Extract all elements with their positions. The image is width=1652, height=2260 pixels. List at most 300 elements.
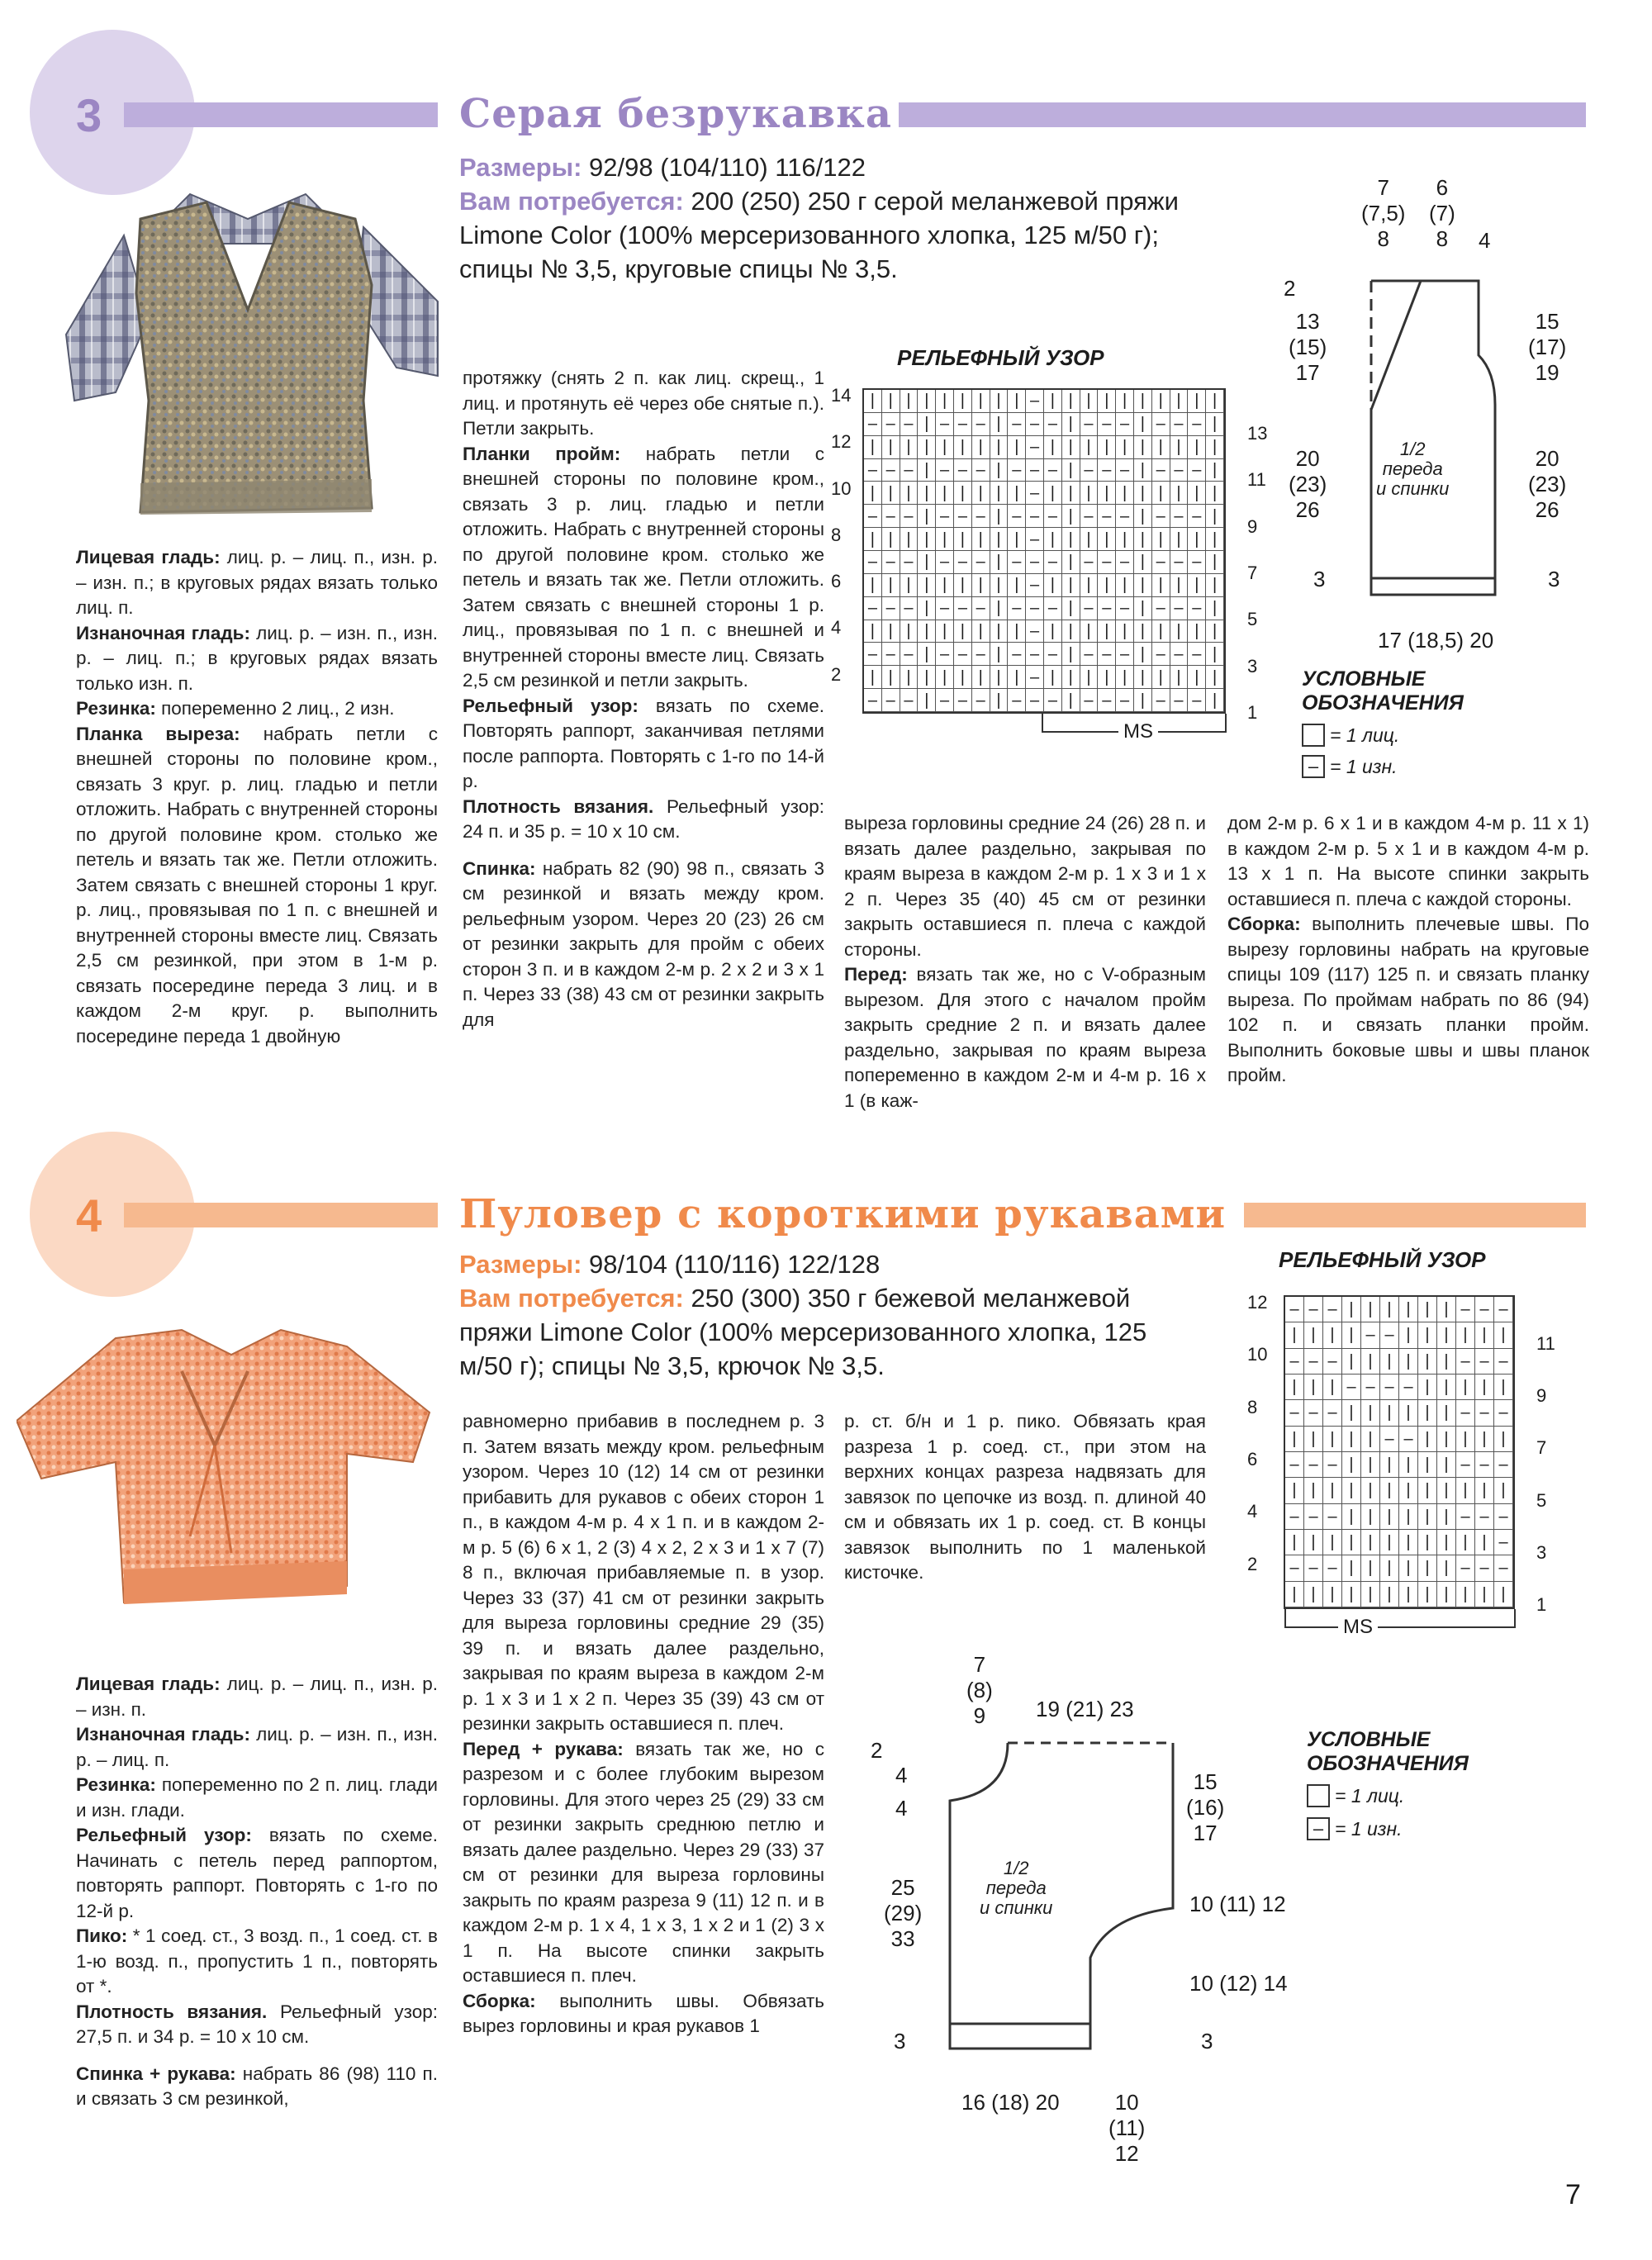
knit-stitch-cell: | xyxy=(1062,436,1080,459)
instruction-text: набрать 82 (90) 98 п., связать 3 см резинкой и вязать между кром. рельефным узором. Через 20 (23) 26 см от резинки закрыть для пройм с обеих сторон 3 п. и в каждом 2-м р. 2 х 2 и 3 х 1 п. Через 33 (38) 43 см от резинки закрыть для xyxy=(463,857,824,1030)
purl-stitch-cell: – xyxy=(1323,1555,1342,1581)
section-3-stripe-right xyxy=(899,102,1586,127)
knit-stitch-cell: | xyxy=(1494,1478,1513,1503)
knit-stitch-cell: | xyxy=(1206,459,1224,482)
purl-stitch-cell: – xyxy=(1494,1555,1513,1581)
purl-stitch-cell: – xyxy=(900,689,919,712)
section-3-legend-purl xyxy=(1302,755,1398,778)
purl-stitch-cell: – xyxy=(1323,1504,1342,1530)
knit-stitch-cell: | xyxy=(1062,528,1080,551)
knit-stitch-cell: | xyxy=(972,390,990,413)
purl-stitch-cell: – xyxy=(1044,689,1062,712)
knit-stitch-cell: | xyxy=(1456,1478,1475,1503)
knit-stitch-cell: | xyxy=(1437,1297,1456,1322)
instruction-label: Перед: xyxy=(844,964,908,985)
knit-stitch-cell: | xyxy=(1342,1427,1361,1452)
section-4-dim-left-4a: 4 xyxy=(895,1763,908,1788)
knit-stitch-cell: | xyxy=(1323,1427,1342,1452)
technique-label: Рельефный узор: xyxy=(76,1825,252,1845)
section-3-dim-right-3: 3 xyxy=(1548,567,1560,591)
section-3-pattern-chart xyxy=(862,388,1226,714)
knit-stitch-cell: | xyxy=(954,666,972,689)
purl-stitch-cell: – xyxy=(1456,1400,1475,1426)
chart-row-number: 4 xyxy=(1247,1501,1258,1522)
legend-purl-text: = 1 изн. xyxy=(1335,1817,1403,1840)
instruction-text: равномерно прибавив в последнем р. 3 п. Затем вязать между кром. рельефным узором. Через 10 (12) 14 см от резинки прибавить для рукавов с обеих сторон 1 п., в каждом 4-м р. 4 х 1 п. и в каждом 2-м р. 5 (6) 6 х 1, 2 (3) 4 х 2, 2 х 3 и 1 х 7 (7) 8 п., включая прибавляемые п. в узор. Через 33 (37) 41 см от резинки закрыть для выреза горловины средние 29 (35) 39 п. и вязать далее раздельно, закрывая по краям выреза в каждом 2-м р. 1 х 3 и 1 х 2 п. Через 35 (39) 43 см от резинки закрыть оставшиеся п. плеч. xyxy=(463,1411,824,1734)
knit-stitch-cell: | xyxy=(954,620,972,643)
technique-text: лиц. р. – изн. п., изн. р. – лиц. п. xyxy=(76,1724,438,1770)
purl-stitch-cell: – xyxy=(1098,597,1116,620)
purl-stitch-cell: – xyxy=(900,413,919,436)
purl-stitch-cell: – xyxy=(882,597,900,620)
knit-stitch-cell: | xyxy=(972,666,990,689)
purl-stitch-cell: – xyxy=(1380,1322,1399,1348)
knit-stitch-cell: | xyxy=(1342,1452,1361,1478)
instruction-paragraph xyxy=(844,1409,1206,1586)
section-4-schematic xyxy=(942,1735,1189,2065)
knit-stitch-cell: | xyxy=(1170,620,1189,643)
knit-stitch-cell: | xyxy=(1418,1427,1437,1452)
knit-stitch-cell: | xyxy=(1475,1375,1494,1400)
purl-stitch-cell: – xyxy=(972,643,990,666)
purl-stitch-cell: – xyxy=(1323,1297,1342,1322)
chart-row-number: 5 xyxy=(1536,1489,1547,1511)
requirements-value: 200 (250) 250 г серой меланжевой пряжи Limone Color (100% мерсеризованного хлопка, 125 м/50 г); спицы № 3,5, круговые спицы № 3,5. xyxy=(459,187,1179,283)
purl-stitch-cell: – xyxy=(864,551,882,574)
purl-stitch-cell: – xyxy=(1026,505,1044,528)
purl-stitch-cell: – xyxy=(954,505,972,528)
knit-stitch-cell: | xyxy=(1044,482,1062,505)
section-4-legend-purl xyxy=(1307,1817,1403,1840)
technique-paragraph xyxy=(76,1722,438,1773)
instruction-paragraph xyxy=(844,962,1206,1113)
knit-stitch-cell: | xyxy=(1494,1322,1513,1348)
knit-stitch-cell: | xyxy=(1134,436,1152,459)
knit-stitch-cell: | xyxy=(990,666,1009,689)
knit-stitch-cell: | xyxy=(1418,1555,1437,1581)
purl-stitch-cell: – xyxy=(1098,551,1116,574)
knit-stitch-cell: | xyxy=(1134,689,1152,712)
knit-stitch-cell: | xyxy=(1080,528,1099,551)
knit-stitch-cell: | xyxy=(1062,505,1080,528)
purl-stitch-cell: – xyxy=(1026,528,1044,551)
purl-stitch-cell: – xyxy=(1494,1297,1513,1322)
knit-stitch-cell: | xyxy=(918,574,936,597)
purl-stitch-cell: – xyxy=(1475,1555,1494,1581)
purl-stitch-cell: – xyxy=(1323,1349,1342,1375)
instruction-text: вязать так же, но с разрезом и с более глубоким вырезом горловины. Для этого через 25 (29) 33 см от резинки закрыть среднюю петлю и вязать далее раздельно. Через 29 (33) 37 см от резинки для выреза горловины закрыть по краям разреза 9 (11) 12 п. и в каждом 2-м р. 1 х 4, 1 х 3, 1 х 2 и 1 (2) 3 х 1 п. На высоте спинки закрыть оставшиеся п. плеч. xyxy=(463,1738,824,1986)
section-3-legend-knit xyxy=(1302,724,1399,747)
purl-stitch-cell: – xyxy=(882,551,900,574)
page-number: 7 xyxy=(1565,2179,1581,2210)
knit-stitch-cell: | xyxy=(990,390,1009,413)
knit-stitch-cell: | xyxy=(954,574,972,597)
knit-stitch-cell: | xyxy=(1152,574,1170,597)
knit-stitch-cell: | xyxy=(1456,1530,1475,1555)
knit-stitch-cell: | xyxy=(1399,1582,1418,1607)
knit-stitch-cell: | xyxy=(1098,482,1116,505)
knit-stitch-cell: | xyxy=(1134,666,1152,689)
section-3-stripe-left xyxy=(124,102,438,127)
knit-stitch-cell: | xyxy=(1418,1504,1437,1530)
purl-stitch-cell: – xyxy=(972,551,990,574)
knit-stitch-cell: | xyxy=(936,390,954,413)
section-3-chart-title: РЕЛЬЕФНЫЙ УЗОР xyxy=(897,345,1104,370)
knit-stitch-cell: | xyxy=(1134,551,1152,574)
knit-stitch-cell: | xyxy=(1008,620,1026,643)
knit-stitch-cell: | xyxy=(918,413,936,436)
knit-stitch-cell: | xyxy=(936,666,954,689)
purl-stitch-cell: – xyxy=(1456,1349,1475,1375)
instruction-label: Рельефный узор: xyxy=(463,695,638,716)
chart-row-number: 6 xyxy=(1247,1449,1258,1469)
section-4-number: 4 xyxy=(76,1189,102,1242)
purl-stitch-cell: – xyxy=(1399,1375,1418,1400)
knit-stitch-cell: | xyxy=(1044,620,1062,643)
knit-stitch-cell: | xyxy=(1206,597,1224,620)
knit-stitch-cell: | xyxy=(900,482,919,505)
knit-stitch-cell: | xyxy=(918,390,936,413)
purl-stitch-cell: – xyxy=(900,505,919,528)
technique-paragraph xyxy=(76,545,438,621)
knit-stitch-cell: | xyxy=(990,459,1009,482)
knit-stitch-cell: | xyxy=(1008,482,1026,505)
knit-stitch-cell: | xyxy=(1494,1582,1513,1607)
knit-stitch-cell: | xyxy=(1380,1504,1399,1530)
purl-stitch-cell: – xyxy=(1188,459,1206,482)
instruction-text: выполнить плечевые швы. По вырезу горловины набрать на круговые спицы 109 (117) 125 п. и связать планку выреза. По проймам набрать по 86 (94) 102 п. и связать планки пройм. Выполнить боковые швы и швы планок пройм. xyxy=(1227,914,1589,1085)
knit-stitch-cell: | xyxy=(864,528,882,551)
knit-stitch-cell: | xyxy=(882,528,900,551)
knit-stitch-cell: | xyxy=(1456,1375,1475,1400)
knit-stitch-cell: | xyxy=(972,620,990,643)
purl-stitch-cell: – xyxy=(1170,413,1189,436)
knit-stitch-cell: | xyxy=(1437,1322,1456,1348)
purl-stitch-cell: – xyxy=(882,413,900,436)
technique-paragraph xyxy=(76,1773,438,1823)
section-3-dim-top-2: 6 (7) 8 xyxy=(1429,175,1455,252)
technique-label: Пико: xyxy=(76,1925,128,1946)
knit-stitch-cell: | xyxy=(990,482,1009,505)
knit-stitch-cell: | xyxy=(1080,436,1099,459)
knit-symbol-box xyxy=(1307,1784,1330,1807)
knit-stitch-cell: | xyxy=(1206,413,1224,436)
purl-stitch-cell: – xyxy=(1116,689,1134,712)
knit-stitch-cell: | xyxy=(1361,1349,1380,1375)
purl-stitch-cell: – xyxy=(1008,689,1026,712)
knit-stitch-cell: | xyxy=(1418,1349,1437,1375)
knit-stitch-cell: | xyxy=(1361,1478,1380,1503)
purl-stitch-cell: – xyxy=(1170,551,1189,574)
knit-stitch-cell: | xyxy=(1323,1375,1342,1400)
section-3-number: 3 xyxy=(76,89,102,141)
knit-stitch-cell: | xyxy=(918,459,936,482)
purl-stitch-cell: – xyxy=(1475,1504,1494,1530)
knit-stitch-cell: | xyxy=(1342,1478,1361,1503)
knit-stitch-cell: | xyxy=(990,436,1009,459)
technique-text: лиц. р. – изн. п., изн. р. – лиц. п.; в круговых рядах вязать только изн. п. xyxy=(76,622,438,694)
knit-stitch-cell: | xyxy=(918,482,936,505)
purl-stitch-cell: – xyxy=(1170,689,1189,712)
section-4-dim-left-2: 2 xyxy=(871,1738,883,1763)
section-3-ms-label: MS xyxy=(1118,720,1158,743)
instruction-paragraph xyxy=(463,795,824,845)
purl-stitch-cell: – xyxy=(1323,1400,1342,1426)
purl-stitch-cell: – xyxy=(864,413,882,436)
purl-stitch-cell: – xyxy=(1152,551,1170,574)
section-3-dim-bottom: 17 (18,5) 20 xyxy=(1378,628,1494,653)
technique-label: Спинка + рукава: xyxy=(76,2063,236,2084)
purl-stitch-cell: – xyxy=(1152,459,1170,482)
knit-stitch-cell: | xyxy=(1380,1478,1399,1503)
knit-stitch-cell: | xyxy=(882,482,900,505)
knit-stitch-cell: | xyxy=(1418,1582,1437,1607)
knit-stitch-cell: | xyxy=(1399,1504,1418,1530)
purl-stitch-cell: – xyxy=(1170,459,1189,482)
purl-stitch-cell: – xyxy=(864,689,882,712)
purl-stitch-cell: – xyxy=(1304,1400,1323,1426)
knit-stitch-cell: | xyxy=(864,620,882,643)
knit-stitch-cell: | xyxy=(1206,689,1224,712)
knit-stitch-cell: | xyxy=(1098,666,1116,689)
technique-text: попеременно 2 лиц., 2 изн. xyxy=(155,698,395,719)
knit-stitch-cell: | xyxy=(936,620,954,643)
purl-stitch-cell: – xyxy=(1026,597,1044,620)
knit-stitch-cell: | xyxy=(1342,1349,1361,1375)
purl-stitch-cell: – xyxy=(1456,1555,1475,1581)
section-4-stripe-left xyxy=(124,1203,438,1227)
purl-stitch-cell: – xyxy=(1008,551,1026,574)
instruction-paragraph xyxy=(463,442,824,694)
knit-stitch-cell: | xyxy=(1098,390,1116,413)
knit-stitch-cell: | xyxy=(1062,597,1080,620)
knit-stitch-cell: | xyxy=(1062,482,1080,505)
knit-stitch-cell: | xyxy=(1323,1582,1342,1607)
purl-stitch-cell: – xyxy=(1285,1555,1304,1581)
technique-paragraph xyxy=(76,1672,438,1722)
chart-row-number: 4 xyxy=(831,617,842,639)
purl-stitch-cell: – xyxy=(900,459,919,482)
knit-stitch-cell: | xyxy=(1206,666,1224,689)
beige-pullover-photo xyxy=(17,1322,446,1619)
technique-label: Изнаночная гладь: xyxy=(76,1724,250,1745)
knit-stitch-cell: | xyxy=(1399,1297,1418,1322)
knit-stitch-cell: | xyxy=(1380,1452,1399,1478)
instruction-label: Сборка: xyxy=(463,1990,536,2011)
knit-stitch-cell: | xyxy=(1134,574,1152,597)
section-4-dim-right-m1: 10 (11) 12 xyxy=(1189,1892,1286,1916)
knit-stitch-cell: | xyxy=(900,574,919,597)
purl-stitch-cell: – xyxy=(972,413,990,436)
knit-stitch-cell: | xyxy=(1044,666,1062,689)
sizes-label: Размеры: xyxy=(459,153,582,182)
knit-stitch-cell: | xyxy=(990,505,1009,528)
requirements-label: Вам потребуется: xyxy=(459,1284,684,1313)
knit-stitch-cell: | xyxy=(1080,666,1099,689)
knit-stitch-cell: | xyxy=(1152,482,1170,505)
knit-stitch-cell: | xyxy=(1062,551,1080,574)
knit-stitch-cell: | xyxy=(1044,390,1062,413)
knit-stitch-cell: | xyxy=(1116,390,1134,413)
purl-stitch-cell: – xyxy=(1080,505,1099,528)
purl-stitch-cell: – xyxy=(1380,1427,1399,1452)
purl-stitch-cell: – xyxy=(1026,643,1044,666)
knit-stitch-cell: | xyxy=(1116,574,1134,597)
knit-stitch-cell: | xyxy=(900,436,919,459)
knit-stitch-cell: | xyxy=(1323,1530,1342,1555)
purl-stitch-cell: – xyxy=(1080,459,1099,482)
knit-stitch-cell: | xyxy=(1206,436,1224,459)
knit-stitch-cell: | xyxy=(1342,1582,1361,1607)
knit-stitch-cell: | xyxy=(990,528,1009,551)
knit-stitch-cell: | xyxy=(1323,1478,1342,1503)
knit-stitch-cell: | xyxy=(954,528,972,551)
purl-stitch-cell: – xyxy=(1116,597,1134,620)
knit-stitch-cell: | xyxy=(1285,1375,1304,1400)
knit-stitch-cell: | xyxy=(1062,666,1080,689)
knit-stitch-cell: | xyxy=(1116,482,1134,505)
purl-stitch-cell: – xyxy=(1098,459,1116,482)
section-3-text-col-1 xyxy=(76,545,438,1049)
knit-stitch-cell: | xyxy=(954,482,972,505)
chart-row-number: 2 xyxy=(831,663,842,685)
sizes-value: 92/98 (104/110) 116/122 xyxy=(582,153,866,182)
knit-stitch-cell: | xyxy=(900,666,919,689)
technique-text: вязать по схеме. Начинать с петель перед раппортом, повторять раппорт. Повторять с 1-го по 12-й р. xyxy=(76,1825,438,1921)
knit-stitch-cell: | xyxy=(1475,1427,1494,1452)
purl-stitch-cell: – xyxy=(954,643,972,666)
knit-stitch-cell: | xyxy=(936,436,954,459)
purl-stitch-cell: – xyxy=(1116,459,1134,482)
purl-stitch-cell: – xyxy=(1026,620,1044,643)
knit-stitch-cell: | xyxy=(918,666,936,689)
knit-stitch-cell: | xyxy=(900,390,919,413)
sizes-label: Размеры: xyxy=(459,1250,582,1279)
technique-label: Резинка: xyxy=(76,1774,156,1795)
section-4-dim-top-1: 7 (8) 9 xyxy=(966,1652,993,1729)
purl-stitch-cell: – xyxy=(972,597,990,620)
section-4-chart-title: РЕЛЬЕФНЫЙ УЗОР xyxy=(1279,1247,1486,1272)
knit-stitch-cell: | xyxy=(1418,1297,1437,1322)
technique-label: Лицевая гладь: xyxy=(76,1674,221,1694)
knit-stitch-cell: | xyxy=(1399,1322,1418,1348)
knit-stitch-cell: | xyxy=(1134,459,1152,482)
section-4-stripe-right xyxy=(1244,1203,1586,1227)
knit-stitch-cell: | xyxy=(882,390,900,413)
purl-stitch-cell: – xyxy=(1342,1375,1361,1400)
knit-stitch-cell: | xyxy=(1380,1400,1399,1426)
chart-row-number: 6 xyxy=(831,571,842,592)
knit-stitch-cell: | xyxy=(1380,1530,1399,1555)
purl-stitch-cell: – xyxy=(1008,597,1026,620)
section-4-ms-label: MS xyxy=(1338,1616,1378,1639)
technique-text: попеременно по 2 п. лиц. глади и изн. глади. xyxy=(76,1774,438,1821)
section-4-dim-right-3: 3 xyxy=(1201,2029,1213,2053)
instruction-paragraph xyxy=(463,857,824,1033)
purl-stitch-cell: – xyxy=(1026,551,1044,574)
purl-stitch-cell: – xyxy=(1361,1322,1380,1348)
knit-stitch-cell: | xyxy=(1134,528,1152,551)
purl-stitch-cell: – xyxy=(1494,1452,1513,1478)
section-4-text-col-1 xyxy=(76,1672,438,2112)
knit-stitch-cell: | xyxy=(1285,1427,1304,1452)
purl-stitch-cell: – xyxy=(1116,505,1134,528)
knit-stitch-cell: | xyxy=(1008,528,1026,551)
knit-stitch-cell: | xyxy=(900,528,919,551)
knit-stitch-cell: | xyxy=(1098,620,1116,643)
knit-stitch-cell: | xyxy=(1399,1478,1418,1503)
purl-stitch-cell: – xyxy=(1170,505,1189,528)
purl-stitch-cell: – xyxy=(1044,459,1062,482)
technique-text: * 1 соед. ст., 3 возд. п., 1 соед. ст. в 1-ю возд. п., пропустить 1 п., повторять от *. xyxy=(76,1925,438,1996)
purl-stitch-cell: – xyxy=(936,551,954,574)
purl-stitch-cell: – xyxy=(1080,643,1099,666)
knit-stitch-cell: | xyxy=(1437,1349,1456,1375)
instruction-text: выреза горловины средние 24 (26) 28 п. и вязать далее раздельно, закрывая по краям выреза в каждом 2-м р. 1 х 3 и 1 х 2 п. Через 35 (40) 45 см от резинки закрыть оставшиеся п. плеча с каждой стороны. xyxy=(844,813,1206,960)
knit-stitch-cell: | xyxy=(1116,436,1134,459)
knit-stitch-cell: | xyxy=(1188,620,1206,643)
purl-stitch-cell: – xyxy=(1152,413,1170,436)
purl-stitch-cell: – xyxy=(1080,689,1099,712)
chart-row-number: 12 xyxy=(1247,1292,1268,1313)
knit-stitch-cell: | xyxy=(1437,1400,1456,1426)
purl-stitch-cell: – xyxy=(1098,505,1116,528)
purl-stitch-cell: – xyxy=(1304,1452,1323,1478)
purl-symbol-box: – xyxy=(1307,1817,1330,1840)
technique-paragraph xyxy=(76,722,438,1050)
knit-stitch-cell: | xyxy=(918,689,936,712)
chart-row-number: 2 xyxy=(1247,1553,1258,1574)
legend-purl-text: = 1 изн. xyxy=(1330,755,1398,777)
gray-vest-photo xyxy=(58,186,454,525)
knit-stitch-cell: | xyxy=(1134,505,1152,528)
purl-stitch-cell: – xyxy=(1304,1349,1323,1375)
knit-stitch-cell: | xyxy=(1285,1478,1304,1503)
technique-text: набрать 86 (98) 110 п. и связать 3 см резинкой, xyxy=(76,2063,438,2109)
purl-stitch-cell: – xyxy=(936,459,954,482)
technique-text: лиц. р. – лиц. п., изн. р. – изн. п.; в круговых рядах вязать только лиц. п. xyxy=(76,547,438,618)
instruction-text: дом 2-м р. 6 х 1 и в каждом 4-м р. 11 х 1) в каждом 2-м р. 5 х 1 и в каждом 4-м р. 13 х 1 п. На высоте спинки закрыть оставшиеся п. плеча с каждой стороны. xyxy=(1227,813,1589,909)
knit-stitch-cell: | xyxy=(1188,574,1206,597)
section-3-dim-left-low: 20 (23) 26 xyxy=(1289,446,1327,523)
knit-stitch-cell: | xyxy=(1116,528,1134,551)
purl-stitch-cell: – xyxy=(1026,482,1044,505)
technique-paragraph xyxy=(76,2000,438,2050)
knit-stitch-cell: | xyxy=(1062,390,1080,413)
purl-stitch-cell: – xyxy=(954,597,972,620)
section-3-text-col-2 xyxy=(463,366,824,1033)
purl-stitch-cell: – xyxy=(864,643,882,666)
section-3-schematic xyxy=(1346,215,1545,603)
purl-stitch-cell: – xyxy=(1494,1349,1513,1375)
knit-stitch-cell: | xyxy=(1134,643,1152,666)
purl-stitch-cell: – xyxy=(864,459,882,482)
chart-row-number: 3 xyxy=(1536,1542,1547,1563)
knit-stitch-cell: | xyxy=(1170,666,1189,689)
instruction-text: набрать петли с внешней стороны по половине кром., связать 3 р. лиц. гладью и петли отложить. Набрать с внутренней стороны по другой половине кром. столько же петель и вязать так же. Петли отложить. Затем связать с внешней стороны 1 р. лиц., провязывая по 1 п. с внешней и внутренней стороны вместе лиц. Связать 2,5 см резинкой и петли закрыть. xyxy=(463,443,824,691)
purl-stitch-cell: – xyxy=(954,459,972,482)
chart-row-number: 9 xyxy=(1536,1385,1547,1406)
purl-stitch-cell: – xyxy=(1170,643,1189,666)
section-4-text-col-2 xyxy=(463,1409,824,2039)
knit-stitch-cell: | xyxy=(1418,1530,1437,1555)
purl-stitch-cell: – xyxy=(1188,413,1206,436)
knit-stitch-cell: | xyxy=(918,436,936,459)
section-4-title: Пуловер с короткими рукавами xyxy=(459,1191,1227,1237)
knit-stitch-cell: | xyxy=(1361,1555,1380,1581)
knit-stitch-cell: | xyxy=(918,528,936,551)
instruction-text: протяжку (снять 2 п. как лиц. скрещ., 1 лиц. и протянуть её через обе снятые п.). Петли закрыть. xyxy=(463,368,824,439)
